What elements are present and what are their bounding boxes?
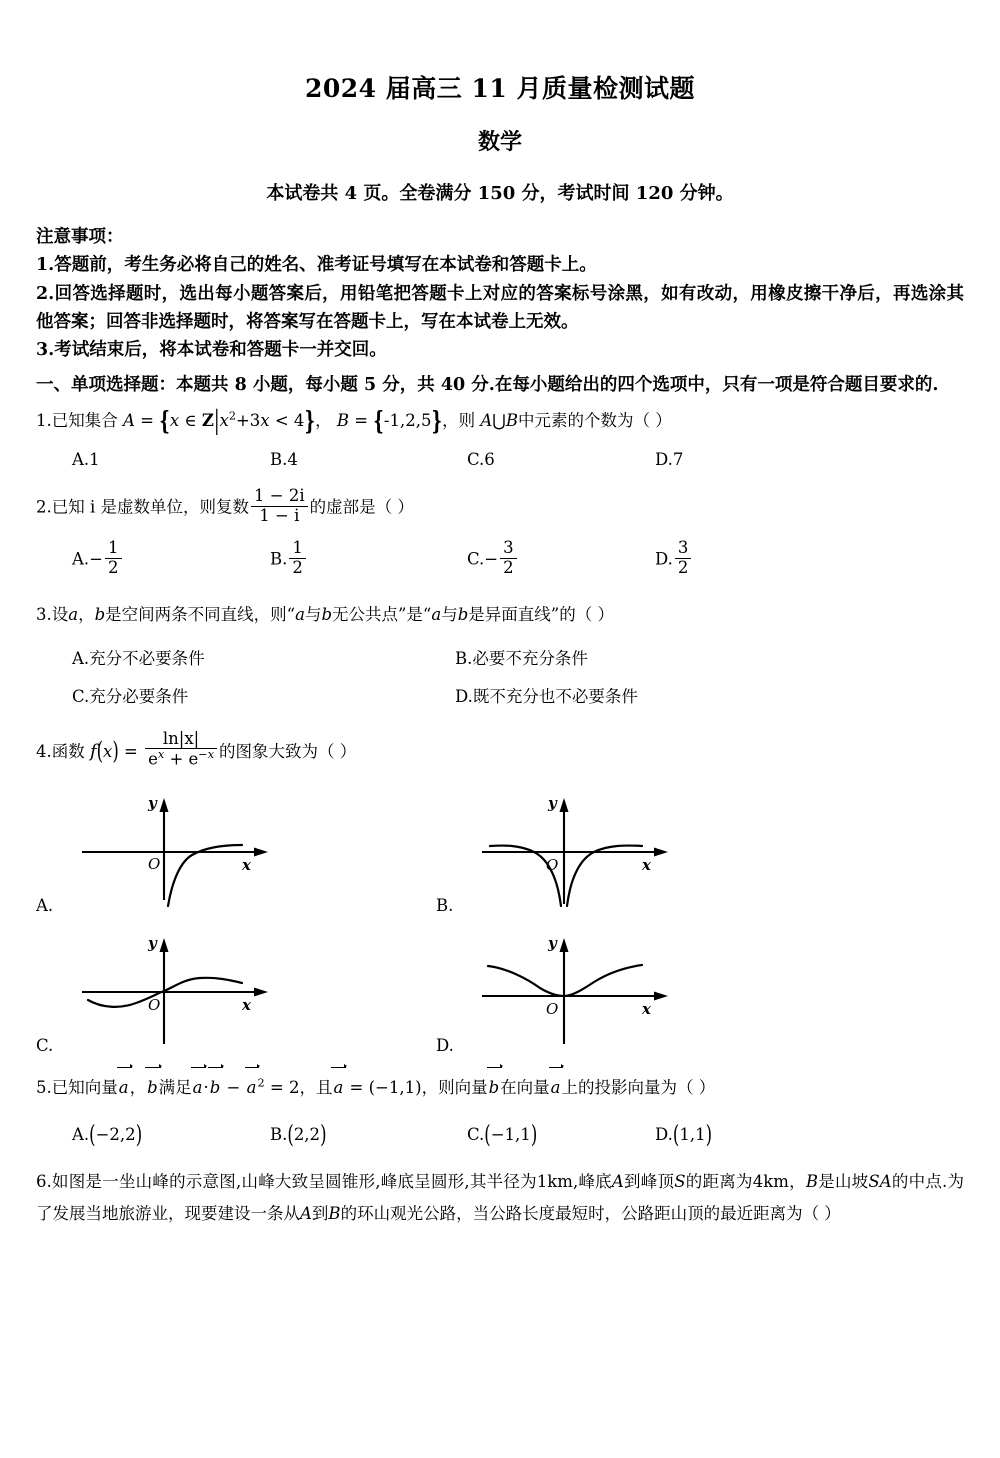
page-title: 2024 届高三 11 月质量检测试题 <box>305 74 695 103</box>
q3-option-d[interactable] <box>455 683 638 707</box>
question-3-options-row2 <box>36 683 964 707</box>
subject-title: 数学 <box>477 129 522 155</box>
q5-mid2: ，且 <box>299 1078 333 1098</box>
q1-option-a-value: 1 <box>89 450 100 470</box>
q2-option-c-label: C. <box>467 549 485 569</box>
figure-c-origin-label: O <box>148 996 161 1015</box>
q3-option-b[interactable] <box>455 645 588 669</box>
figure-d-label: D. <box>436 1035 454 1055</box>
q1-option-b-label: B. <box>270 450 288 470</box>
q3-number: 3. <box>36 605 52 625</box>
q6-distance: 4km <box>752 1172 789 1192</box>
figure-b-label: B. <box>436 895 454 915</box>
q6-l3: 距山顶的最近距离为（ ） <box>654 1203 841 1223</box>
question-3-options-row1 <box>36 645 964 669</box>
q2-option-d-den: 2 <box>677 557 689 577</box>
q6-l1b: ,峰底 <box>572 1172 612 1192</box>
q4-number: 4. <box>36 741 52 761</box>
question-1-stem: 1.已知集合 A = {x ∈ $Z|x^2+3x < 4$}， B = {-1,2,5}，则 A⋃B中元素的个数为（ ） <box>36 405 672 436</box>
q5-number: 5. <box>36 1078 52 1098</box>
q2-option-d[interactable] <box>655 539 693 577</box>
figure-a-label: A. <box>36 895 54 915</box>
figure-d-graph <box>472 930 682 1048</box>
notice-item-1: 1.答题前，考生务必将自己的姓名、准考证号填写在本试卷和答题卡上。 <box>36 255 597 276</box>
figure-b-origin-label: O <box>546 856 559 875</box>
figure-d-x-label: x <box>642 1000 651 1019</box>
question-2-options <box>36 539 964 577</box>
q3-q2-tail: 是异面直线”的（ ） <box>468 605 614 625</box>
q5-lead: 已知向量 <box>51 1078 118 1098</box>
q3-option-a-text: 充分不必要条件 <box>89 648 205 668</box>
q5-option-d-label: D. <box>655 1125 673 1145</box>
q3-q1-tail: 无公共点”是“ <box>332 605 432 625</box>
figure-d-origin-label: O <box>546 1000 559 1019</box>
q6-l1e: ， <box>788 1172 806 1192</box>
q4-tail: 的图象大致为（ ） <box>219 741 357 761</box>
q5-vec-a: a <box>118 1072 130 1103</box>
q4-lead: 函数 <box>51 741 85 761</box>
q5-option-c-label: C. <box>467 1125 485 1145</box>
q2-option-c-num: 3 <box>500 539 517 558</box>
notice-item-2: 2.回答选择题时，选出每小题答案后，用铅笔把答题卡上对应的答案标号涂黑，如有改动，用橡皮擦干净后，再选涂其他答案；回答非选择题时，将答案写在答题卡上，写在本试卷上无效。 <box>36 283 964 333</box>
q2-option-a-den: 2 <box>108 557 119 577</box>
q4-e1: e <box>148 749 158 769</box>
q3-option-c-text: 充分必要条件 <box>89 686 189 706</box>
q2-option-a-num: 1 <box>105 539 122 558</box>
q3-option-b-text: 必要不充分条件 <box>472 648 588 668</box>
q6-point-a: A <box>611 1172 624 1192</box>
question-5-options <box>36 1121 964 1149</box>
q6-l1c: 到峰顶 <box>623 1172 675 1192</box>
q2-option-a[interactable] <box>72 539 270 577</box>
q3-q1: 与 <box>304 605 322 625</box>
q1-option-a-label: A. <box>72 450 90 470</box>
q1-option-b[interactable] <box>270 450 467 469</box>
q3-option-c-label: C. <box>72 686 90 706</box>
q1-option-d-value: 7 <box>672 450 684 470</box>
q3-option-c[interactable] <box>72 683 455 707</box>
q2-number: 2. <box>36 497 52 517</box>
notice-heading: 注意事项： <box>36 227 124 247</box>
q5-option-c-value: −1,1 <box>490 1125 531 1145</box>
q5-option-a[interactable]: A.(−2,2) <box>72 1121 143 1149</box>
q1-union-symbol: ⋃ <box>492 411 506 431</box>
q1-option-c[interactable] <box>467 450 655 469</box>
figure-d-y-label: y <box>548 934 557 953</box>
q5-a-value: (−1,1) <box>368 1078 422 1098</box>
question-6 <box>0 1166 1000 1229</box>
q2-option-d-label: D. <box>655 549 673 569</box>
q2-option-a-sign: − <box>89 549 103 569</box>
q1-ineq-right: < 4 <box>274 411 305 431</box>
q1-number: 1. <box>36 411 52 431</box>
q2-option-c-sign: − <box>484 549 499 569</box>
q6-l2a: 是山坡 <box>817 1172 869 1192</box>
q4-fn-arg: x <box>103 741 113 761</box>
q3-option-d-text: 既不充分也不必要条件 <box>472 686 638 706</box>
q2-tail: 的虚部是（ ） <box>309 497 414 517</box>
q5-option-b-value: 2,2 <box>293 1125 321 1145</box>
q5-condition: = 2 <box>269 1078 300 1098</box>
section-heading: 一、单项选择题：本题共 8 小题，每小题 5 分，共 40 分.在每小题给出的四个选项中，只有一项是符合题目要求的. <box>36 374 939 395</box>
q3-prefix: 设 <box>51 605 69 625</box>
question-4 <box>0 729 1000 774</box>
q2-option-d-num: 3 <box>675 539 692 558</box>
q5-then: ，则向量 <box>421 1078 488 1098</box>
q6-l1a: 如图是一坐山峰的示意图,山峰大致呈圆锥形,峰底呈圆形,其半径为 <box>51 1172 537 1192</box>
q1-option-a[interactable] <box>72 450 270 469</box>
q1-tail: 中元素的个数为（ ） <box>517 411 672 431</box>
q5-tail: 上的投影向量为（ ） <box>561 1078 716 1098</box>
q1-set-a-var: A <box>123 411 135 431</box>
figure-a-graph <box>72 790 282 908</box>
q5-on: 在向量 <box>500 1078 550 1098</box>
q5-option-a-value: −2,2 <box>95 1125 136 1145</box>
figure-c-label: C. <box>36 1035 54 1055</box>
q1-ineq-left: +3 <box>235 411 261 431</box>
question-2 <box>0 487 1000 577</box>
question-4-stem <box>36 729 964 774</box>
figure-c-x-label: x <box>242 996 251 1015</box>
q1-option-c-label: C. <box>467 450 485 470</box>
q6-slope: SA <box>868 1172 892 1192</box>
figure-row-2 <box>36 924 964 1054</box>
q6-number: 6. <box>36 1172 52 1192</box>
q4-numerator: ln|x| <box>145 730 217 749</box>
q6-l2d: 的环山观光公路，当公路长度最短时，公路 <box>340 1203 655 1223</box>
q1-option-d[interactable] <box>655 450 683 469</box>
q1-lead: 已知集合 <box>51 411 118 431</box>
q4-denominator: $e^x + e^{-x}$ <box>148 748 215 769</box>
notice-item-3: 3.考试结束后，将本试卷和答题卡一并交回。 <box>36 340 387 361</box>
q1-option-d-label: D. <box>655 450 673 470</box>
q4-function-expression: f(x) = $\frac{\ln|x|}{e^x + e^{-x}}$ <box>90 742 219 761</box>
q2-lead: 已知 i 是虚数单位，则复数 <box>51 497 250 517</box>
figure-d <box>436 924 836 1054</box>
question-1 <box>0 405 1000 469</box>
q3-var-b: b <box>94 605 106 625</box>
q2-option-c[interactable] <box>467 539 655 577</box>
q1-set-b-elements: -1,2,5 <box>383 411 432 431</box>
q3-q2: 与 <box>441 605 458 625</box>
figure-b-graph <box>472 790 682 908</box>
question-5-stem: 5.已知向量a，b满足$a\cdot b - a^2 = 2$，且a = (−1,1)，则向量b在向量a上的投影向量为（ ） <box>36 1072 964 1103</box>
q3-option-a[interactable] <box>72 645 455 669</box>
q2-option-b-label: B. <box>270 549 288 569</box>
q6-l2b: 的中点.为了发展当地旅游业，现要建设一条从 <box>36 1172 965 1223</box>
q6-l2c: 到 <box>311 1203 329 1223</box>
q1-elem-var: x <box>169 411 180 431</box>
q1-union-expression: A⋃B <box>480 411 518 431</box>
q2-option-c-den: 2 <box>503 557 514 577</box>
q1-option-c-value: 6 <box>484 450 495 470</box>
figure-c-y-label: y <box>148 934 157 953</box>
q1-set-expression: A = {x ∈ $Z|x^2+3x < 4$} <box>123 405 316 436</box>
q5-vec-b: b <box>146 1072 159 1103</box>
q5-option-a-label: A. <box>72 1125 90 1145</box>
q5-option-b-label: B. <box>270 1125 288 1145</box>
q5-a-value-expression: a = (−1,1) <box>332 1078 421 1097</box>
figure-row-1 <box>36 784 964 914</box>
question-5 <box>0 1072 1000 1149</box>
exam-info: 本试卷共 4 页。全卷满分 150 分，考试时间 120 分钟。 <box>266 183 734 204</box>
q5-mid: 满足 <box>158 1078 192 1098</box>
q2-option-b-den: 2 <box>292 557 303 577</box>
question-1-options <box>36 450 964 469</box>
q2-option-b[interactable] <box>270 539 467 577</box>
q1-set-b-var: B <box>336 411 349 431</box>
q3-option-a-label: A. <box>72 648 90 668</box>
question-6-stem: 6.如图是一坐山峰的示意图,山峰大致呈圆锥形,峰底呈圆形,其半径为1km,峰底A到峰顶S的距离为4km，B是山坡SA的中点.为了发展当地旅游业，现要建设一条从A到B的环山观光公路，当公路长度最短时，公路距山顶的最近距离为（ ） <box>36 1172 965 1223</box>
q3-option-b-label: B. <box>455 648 473 668</box>
question-3-stem: 3.设a，b是空间两条不同直线，则“a与b无公共点”是“a与b是异面直线”的（ ） <box>36 605 614 625</box>
q5-option-d[interactable]: D.(1,1) <box>655 1121 713 1149</box>
q2-denominator: 1 − i <box>259 505 300 525</box>
figure-c <box>36 924 436 1054</box>
q5-condition-expression: $a\cdot b - a^2 = 2$ <box>192 1078 300 1097</box>
q6-point-b: B <box>805 1172 818 1192</box>
q1-option-b-value: 4 <box>287 450 298 470</box>
figure-b <box>436 784 836 914</box>
q5-option-d-value: 1,1 <box>679 1125 706 1145</box>
figure-b-y-label: y <box>548 794 557 813</box>
q3-mid: 是空间两条不同直线，则“ <box>105 605 296 625</box>
figure-a-origin-label: O <box>148 855 161 874</box>
figure-a-x-label: x <box>242 856 251 875</box>
figure-a <box>36 784 436 914</box>
q1-set-b-expression: B = {-1,2,5} <box>336 405 443 436</box>
q2-option-b-num: 1 <box>289 539 306 558</box>
q3-var-a: a <box>68 605 79 625</box>
figure-a-y-label: y <box>148 794 157 813</box>
figure-b-x-label: x <box>642 856 651 875</box>
q6-l1d: 的距离为 <box>685 1172 753 1192</box>
question-2-stem <box>36 487 964 525</box>
notice-block <box>0 203 1000 365</box>
q1-integers-symbol: Z <box>201 411 214 431</box>
q3-option-d-label: D. <box>455 686 473 706</box>
q2-option-a-label: A. <box>72 549 90 569</box>
figure-c-graph <box>72 930 282 1048</box>
q5-option-c[interactable]: C.(−1,1) <box>467 1121 538 1149</box>
question-4-figures <box>0 784 1000 1054</box>
q2-fraction <box>251 487 308 525</box>
question-3 <box>0 599 1000 706</box>
q6-radius: 1km <box>536 1172 573 1192</box>
q5-option-b[interactable]: B.(2,2) <box>270 1121 327 1149</box>
q2-numerator: 1 − 2i <box>251 487 308 506</box>
q4-fn-name: f <box>90 740 97 762</box>
q6-point-s: S <box>674 1172 686 1192</box>
